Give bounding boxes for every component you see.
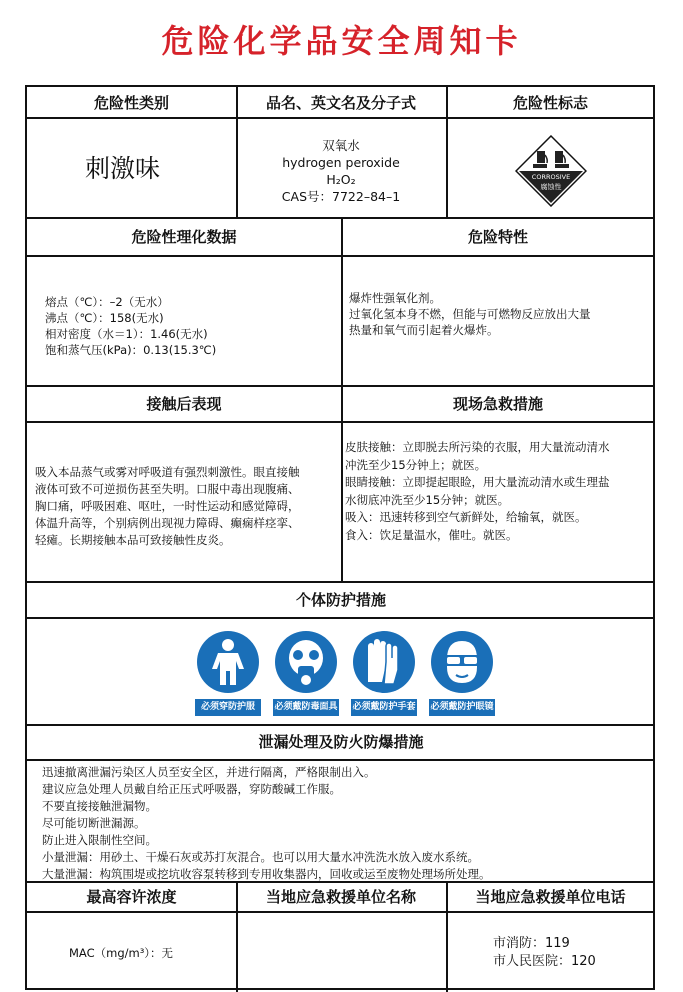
physchem-line: 相对密度（水＝1）：1.46(无水): [45, 327, 208, 341]
leak-line: 防止进入限制性空间。: [42, 833, 157, 847]
page-title: 危险化学品安全周知卡: [161, 22, 522, 60]
ppe-item: [429, 631, 495, 716]
mac-header: 最高容许浓度: [86, 887, 177, 906]
ppe-item: [195, 631, 261, 716]
hazard-char-line: 爆炸性强氧化剂。: [349, 291, 441, 305]
phone-line: 市人民医院：120: [493, 954, 596, 969]
substance-cn-name: 双氧水: [322, 138, 360, 153]
exposure-header: 接触后表现: [146, 394, 222, 413]
leak-line: 尽可能切断泄漏源。: [42, 816, 146, 830]
divider: [27, 759, 653, 761]
first-aid-line: 食入：饮足量温水，催吐。就医。: [345, 527, 518, 542]
divider: [27, 255, 653, 257]
first-aid-line: 水彻底冲洗至少15分钟；就医。: [345, 492, 510, 507]
ppe-label: 必须戴防毒面具: [273, 699, 339, 716]
hazard-class-header: 危险性类别: [93, 93, 169, 112]
exposure-line: 体温升高等，个别病例出现视力障碍、癫痫样痉挛、: [35, 516, 300, 530]
mac-value: MAC（mg/m³）：无: [69, 946, 174, 960]
hazard-char-line: 热量和氧气而引起着火爆炸。: [349, 323, 499, 337]
corrosive-label-en: CORROSIVE: [531, 173, 571, 181]
rescue-phone-header: 当地应急救援单位电话: [475, 887, 626, 906]
rescue-unit-header: 当地应急救援单位名称: [265, 887, 416, 906]
leak-line: 迅速撤离泄漏污染区人员至安全区，并进行隔离，严格限制出入。: [42, 765, 376, 779]
ppe-label: 必须穿防护服: [195, 699, 261, 716]
exposure-line: 轻瘫。长期接触本品可致接触性皮炎。: [35, 533, 231, 547]
substance-en-name: hydrogen peroxide: [282, 155, 400, 170]
physchem-line: 饱和蒸气压(kPa)：0.13(15.3℃): [45, 343, 217, 357]
gloves-icon: [353, 631, 415, 693]
hazard-sign-header: 危险性标志: [512, 93, 588, 112]
leak-line: 建议应急处理人员戴自给正压式呼吸器，穿防酸碱工作服。: [42, 782, 341, 796]
first-aid-line: 冲洗至少15分钟上；就医。: [345, 457, 487, 472]
substance-info: [236, 137, 446, 205]
physchem-data: [45, 294, 216, 358]
exposure-line: 胸口痛，呼吸困难、呕吐，一时性运动和感觉障碍，: [35, 499, 300, 513]
first-aid-line: 吸入：迅速转移到空气新鲜处，给输氧，就医。: [345, 510, 587, 524]
exposure-text: [35, 464, 300, 549]
hazard-class-value: 刺激味: [85, 154, 161, 183]
protective-suit-icon: [197, 631, 259, 693]
ppe-item: [351, 631, 417, 716]
first-aid-line: 皮肤接触：立即脱去所污染的衣服，用大量流动清水: [345, 440, 610, 454]
divider: [27, 421, 653, 423]
phone-line: 市消防：119: [493, 936, 570, 951]
ppe-label: 必须戴防护手套: [351, 699, 417, 716]
leak-header: 泄漏处理及防火防爆措施: [258, 733, 424, 751]
gas-mask-icon: [275, 631, 337, 693]
corrosive-diamond-icon: [515, 135, 587, 207]
physchem-line: 沸点（℃）：158(无水): [45, 311, 164, 325]
corrosive-label-cn: 腐蚀性: [540, 183, 562, 191]
physchem-line: 熔点（℃）：–2（无水）: [45, 295, 169, 309]
exposure-line: 液体可致不可逆损伤甚至失明。口服中毒出现腹痛、: [35, 482, 300, 496]
divider: [27, 117, 653, 119]
first-aid-line: 眼睛接触：立即提起眼睑，用大量流动清水或生理盐: [345, 475, 610, 489]
physchem-header: 危险性理化数据: [131, 227, 237, 246]
first-aid-text: [345, 439, 610, 544]
leak-line: 小量泄漏：用砂土、干燥石灰或苏打灰混合。也可以用大量水冲洗洗水放入废水系统。: [42, 850, 479, 864]
exposure-line: 吸入本品蒸气或雾对呼吸道有强烈刺激性。眼直接触: [35, 465, 300, 479]
safety-card: [25, 85, 655, 990]
hazard-char-header: 危险特性: [467, 227, 528, 246]
ppe-header: 个体防护措施: [295, 590, 386, 609]
phone-list: [493, 935, 596, 971]
goggles-icon: [431, 631, 493, 693]
ppe-item: [273, 631, 339, 716]
leak-line: 不要直接接触泄漏物。: [42, 799, 157, 813]
leak-text: [42, 764, 491, 883]
hazard-char-text: [349, 290, 591, 338]
hazard-char-line: 过氧化氢本身不燃，但能与可燃物反应放出大量: [349, 307, 591, 321]
leak-line: 大量泄漏：构筑围堤或挖坑收容泵转移到专用收集器内，回收或运至废物处理场所处理。: [42, 867, 491, 881]
first-aid-header: 现场急救措施: [452, 394, 543, 413]
substance-formula: H₂O₂: [326, 172, 356, 187]
names-header: 品名、英文名及分子式: [265, 93, 416, 112]
divider: [27, 911, 653, 913]
ppe-label: 必须戴防护眼镜: [429, 699, 495, 716]
substance-cas: CAS号：7722–84–1: [281, 189, 401, 204]
divider: [27, 617, 653, 619]
